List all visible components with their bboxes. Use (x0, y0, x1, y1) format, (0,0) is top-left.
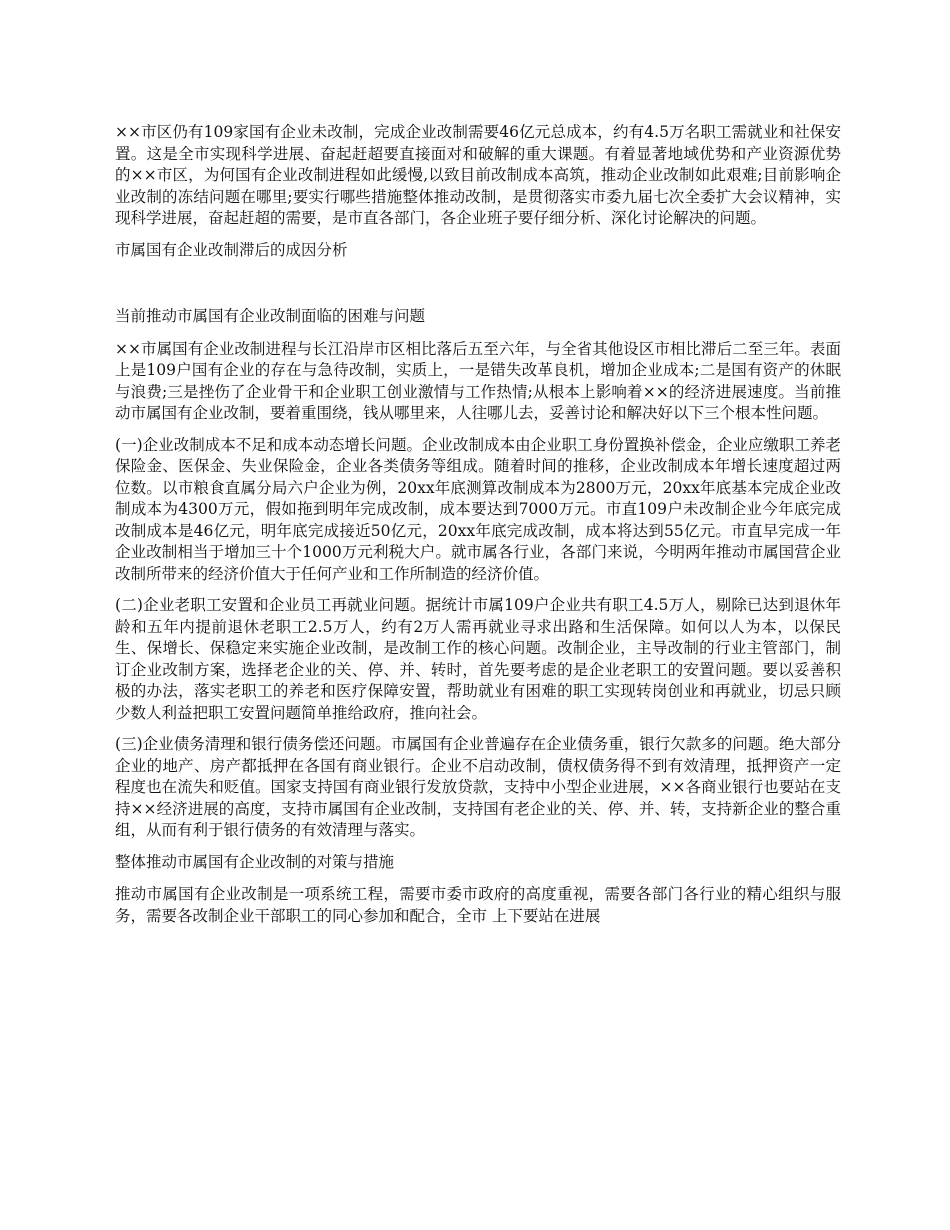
difficulties-overview-paragraph: ××市属国有企业改制进程与长江沿岸市区相比落后五至六年，与全省其他设区市相比滞后二至三年。表面上是109户国有企业的存在与急待改制，实质上，一是错失改革良机，增加企业成本;二是国有资产的休眠与浪费;三是挫伤了企业骨干和企业职工创业激情与工作热情;从根本上影响着××的经济进展速度。当前推动市属国有企业改制，要着重围绕，钱从哪里来，人往哪儿去，妥善讨论和解决好以下三个根本性问题。 (115, 339, 841, 422)
cost-issue-paragraph: (一)企业改制成本不足和成本动态增长问题。企业改制成本由企业职工身份置换补偿金，企业应缴职工养老保险金、医保金、失业保险金，企业各类债务等组成。随着时间的推移，企业改制成本年增长速度超过两位数。以市粮食直属分局六户企业为例，20xx年底测算改制成本为2800万元，20xx年底基本完成企业改制成本为4300万元，假如拖到明年完成改制，成本要达到7000万元。市直109户未改制企业今年底完成改制成本是46亿元，明年底完成接近50亿元，20xx年底完成改制，成本将达到55亿元。市直早完成一年企业改制相当于增加三十个1000万元利税大户。就市属各行业，各部门来说，今明两年推动市属国营企业改制所带来的经济价值大于任何产业和工作所制造的经济价值。 (115, 435, 841, 583)
document-body (115, 122, 841, 937)
section-heading-causes: 市属国有企业改制滞后的成因分析 (115, 240, 348, 259)
intro-paragraph: ××市区仍有109家国有企业未改制，完成企业改制需要46亿元总成本，约有4.5万名职工需就业和社保安置。这是全市实现科学进展、奋起赶超要直接面对和破解的重大课题。有着显著地域优势和产业资源优势的××市区，为何国有企业改制进程如此缓慢,以致目前改制成本高筑，推动企业改制如此艰难;目前影响企业改制的冻结问题在哪里;要实行哪些措施整体推动改制，是贯彻落实市委九届七次全委扩大会议精神，实现科学进展，奋起赶超的需要，是市直各部门，各企业班子要仔细分析、深化讨论解决的问题。 (115, 123, 841, 227)
employee-placement-paragraph: (二)企业老职工安置和企业员工再就业问题。据统计市属109户企业共有职工4.5万人，剔除已达到退休年龄和五年内提前退休老职工2.5万人，约有2万人需再就业寻求出路和生活保障。如何以人为本，以保民生、保增长、保稳定来实施企业改制，是改制工作的核心问题。改制企业，主导改制的行业主管部门，制订企业改制方案，选择老企业的关、停、并、转时，首先要考虑的是企业老职工的安置问题。要以妥善积极的办法，落实老职工的养老和医疗保障安置，帮助就业有困难的职工实现转岗创业和再就业，切忌只顾少数人利益把职工安置问题简单推给政府，推向社会。 (115, 596, 841, 722)
measures-paragraph: 推动市属国有企业改制是一项系统工程，需要市委市政府的高度重视，需要各部门各行业的精心组织与服务，需要各改制企业干部职工的同心参加和配合，全市 上下要站在进展 (115, 885, 841, 925)
section-heading-measures: 整体推动市属国有企业改制的对策与措施 (115, 852, 395, 871)
section-heading-difficulties: 当前推动市属国有企业改制面临的困难与问题 (115, 307, 426, 325)
debt-issue-paragraph: (三)企业债务清理和银行债务偿还问题。市属国有企业普遍存在企业债务重，银行欠款多的问题。绝大部分企业的地产、房产都抵押在各国有商业银行。企业不启动改制，债权债务得不到有效清理，抵押资产一定程度也在流失和贬值。国家支持国有商业银行发放贷款，支持中小型企业进展，××各商业银行也要站在支持××经济进展的高度，支持市属国有企业改制，支持国有老企业的关、停、并、转，支持新企业的整合重组，从而有利于银行债务的有效清理与落实。 (115, 735, 841, 839)
